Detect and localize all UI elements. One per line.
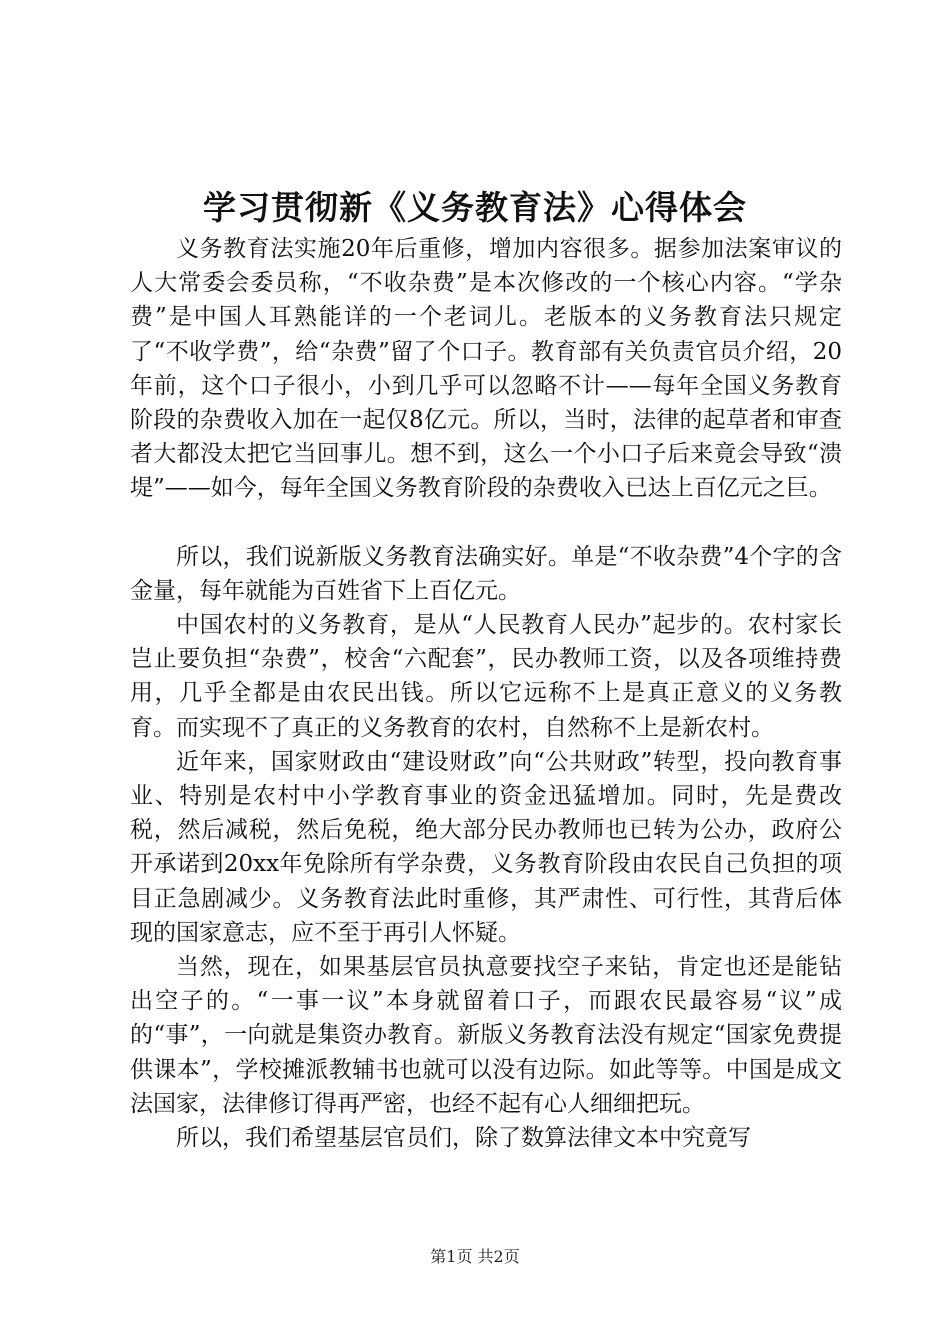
document-title: 学习贯彻新《义务教育法》心得体会 bbox=[203, 188, 747, 227]
paragraph-1: 义务教育法实施20年后重修，增加内容很多。据参加法案审议的人大常委会委员称，“不收杂费”是本次修改的一个核心内容。“学杂费”是中国人耳熟能详的一个老词儿。老版本的义务教育法只规定了“不收学费”，给“杂费”留了个口子。教育部有关负责官员介绍，20年前，这个口子很小，小到几乎可以忽略不计——每年全国义务教育阶段的杂费收入加在一起仅8亿元。所以，当时，法律的起草者和审查者大都没太把它当回事儿。想不到，这么一个小口子后来竟会导致“溃堤”——如今，每年全国义务教育阶段的杂费收入已达上百亿元之巨。 bbox=[130, 236, 842, 502]
paragraph-2: 所以，我们说新版义务教育法确实好。单是“不收杂费”4个字的含金量，每年就能为百姓省下上百亿元。 bbox=[130, 543, 842, 604]
document-body bbox=[130, 232, 842, 1155]
page-number-footer: 第1页 共2页 bbox=[430, 1247, 520, 1266]
paragraph-spacer bbox=[130, 506, 842, 540]
paragraph-4: 近年来，国家财政由“建设财政”向“公共财政”转型，投向教育事业、特别是农村中小学教育事业的资金迅猛增加。同时，先是费改税，然后减税，然后免税，绝大部分民办教师也已转为公办，政府公开承诺到20xx年免除所有学杂费，义务教育阶段由农民自己负担的项目正急剧减少。义务教育法此时重修，其严肃性、可行性，其背后体现的国家意志，应不至于再引人怀疑。 bbox=[130, 748, 842, 946]
paragraph-5: 当然，现在，如果基层官员执意要找空子来钻，肯定也还是能钻出空子的。“一事一议”本身就留着口子，而跟农民最容易“议”成的“事”，一向就是集资办教育。新版义务教育法没有规定“国家免费提供课本”，学校摊派教辅书也就可以没有边际。如此等等。中国是成文法国家，法律修订得再严密，也经不起有心人细细把玩。 bbox=[130, 954, 842, 1117]
paragraph-3: 中国农村的义务教育，是从“人民教育人民办”起步的。农村家长岂止要负担“杂费”，校舍“六配套”，民办教师工资，以及各项维持费用，几乎全都是由农民出钱。所以它远称不上是真正意义的义务教育。而实现不了真正的义务教育的农村，自然称不上是新农村。 bbox=[130, 612, 842, 741]
paragraph-6: 所以，我们希望基层官员们，除了数算法律文本中究竟写 bbox=[176, 1125, 751, 1152]
